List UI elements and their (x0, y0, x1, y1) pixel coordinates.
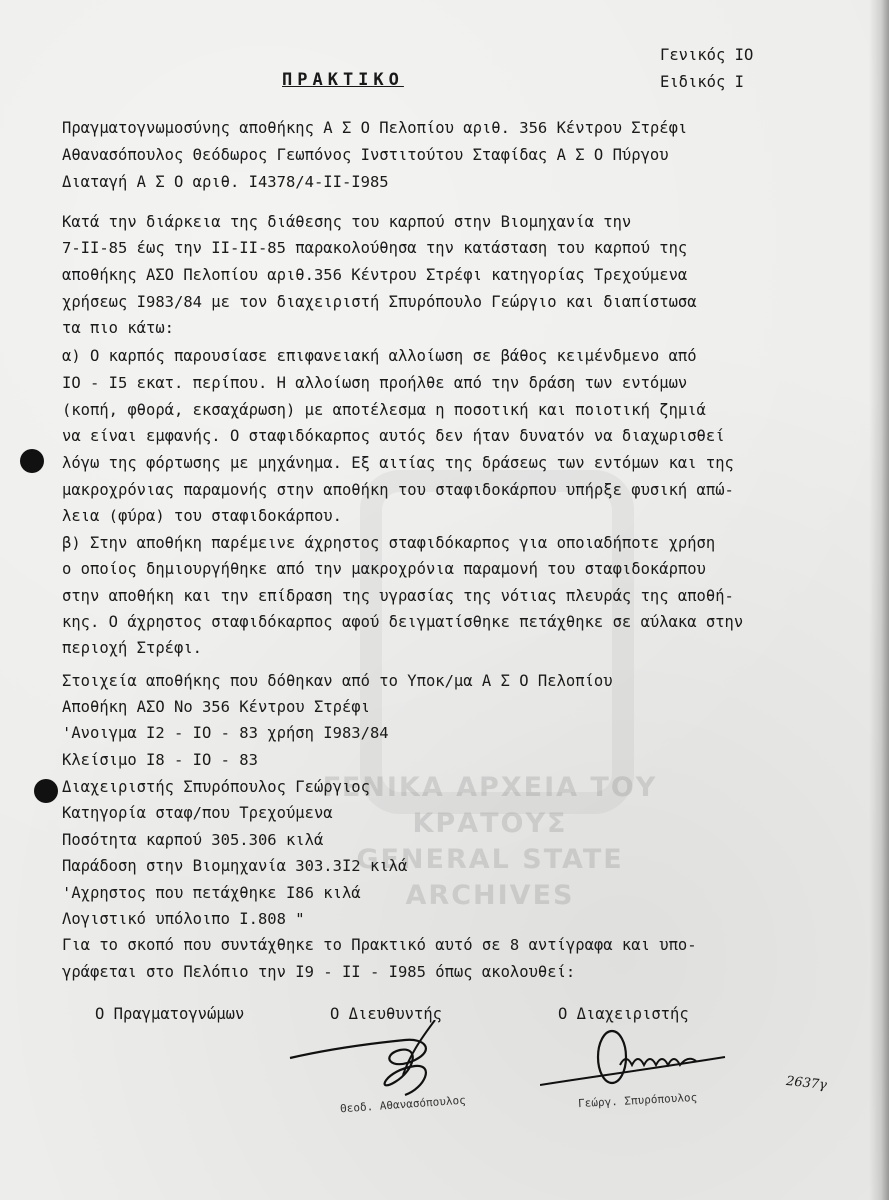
body-line: ο οποίος δημιουργήθηκε από την μακροχρόνια παραμονή του σταφιδοκάρπου (62, 560, 706, 578)
body-line: στην αποθήκη και την επίδραση της υγρασίας της νότιας πλευράς της αποθή- (62, 587, 734, 605)
intro-line: Αθανασόπουλος Θεόδωρος Γεωπόνος Ινστιτούτου Σταφίδας Α Σ Ο Πύργου (62, 146, 669, 164)
body-line: τα πιο κάτω: (62, 319, 174, 337)
document-title: ΠΡΑΚΤΙΚΟ (282, 70, 404, 90)
detail-line: Λογιστικό υπόλοιπο Ι.808 " (62, 910, 305, 928)
detail-line: Παράδοση στην Βιομηχανία 303.3Ι2 κιλά (62, 857, 408, 875)
manager-signature (540, 1025, 730, 1105)
detail-line: 'Αχρηστος που πετάχθηκε Ι86 κιλά (62, 884, 361, 902)
general-file-number: Γενικός ΙΟ (660, 46, 754, 64)
body-line: (κοπή, φθορά, εκσαχάρωση) με αποτέλεσμα η ποσοτική και ποιοτική ζημιά (62, 401, 706, 419)
watermark-emblem (360, 470, 634, 814)
watermark-line-greek: ΓΕΝΙΚΑ ΑΡΧΕΙΑ ΤΟΥ ΚΡΑΤΟΥΣ (322, 772, 658, 839)
body-line: 7-ΙΙ-85 έως την ΙΙ-ΙΙ-85 παρακολούθησα την κατάσταση του καρπού της (62, 239, 688, 257)
signatory-manager: Ο Διαχειριστής (558, 1005, 689, 1023)
intro-line: Διαταγή Α Σ Ο αριθ. Ι4378/4-ΙΙ-Ι985 (62, 173, 389, 191)
page-edge-shadow (869, 0, 889, 1200)
body-line: α) Ο καρπός παρουσίασε επιφανειακή αλλοίωση σε βάθος κειμένδμενο από (62, 347, 697, 365)
punch-hole-top (20, 449, 44, 473)
director-signature (285, 1020, 485, 1100)
body-line: Κατά την διάρκεια της διάθεσης του καρπού στην Βιομηχανία την (62, 213, 632, 231)
body-line: μακροχρόνιας παραμονής στην αποθήκη του σταφιδοκάρπου υπήρξε φυσική απώ- (62, 481, 734, 499)
detail-line: Αποθήκη ΑΣΟ Νο 356 Κέντρου Στρέφι (62, 698, 370, 716)
detail-line: Διαχειριστής Σπυρόπουλος Γεώργιος (62, 778, 370, 796)
watermark-line-english: GENERAL STATE ARCHIVES (356, 844, 624, 911)
manager-name-stamp: Γεώργ. Σπυρόπουλος (577, 1090, 698, 1111)
detail-line: Κατηγορία σταφ/που Τρεχούμενα (62, 804, 333, 822)
body-line: περιοχή Στρέφι. (62, 639, 202, 657)
intro-line: Πραγματογνωμοσύνης αποθήκης Α Σ Ο Πελοπίου αριθ. 356 Κέντρου Στρέφι (62, 119, 688, 137)
punch-hole-bottom (34, 779, 58, 803)
detail-line: Κλείσιμο Ι8 - ΙΟ - 83 (62, 751, 258, 769)
handwritten-archive-number: 2637γ (785, 1073, 828, 1094)
signatory-expert: Ο Πραγματογνώμων (95, 1005, 245, 1023)
detail-line: Ποσότητα καρπού 305.306 κιλά (62, 831, 324, 849)
body-line: αποθήκης ΑΣΟ Πελοπίου αριθ.356 Κέντρου Στρέφι κατηγορίας Τρεχούμενα (62, 266, 688, 284)
detail-line: Στοιχεία αποθήκης που δόθηκαν από το Υποκ/μα Α Σ Ο Πελοπίου (62, 672, 613, 690)
closing-line: Για το σκοπό που συντάχθηκε το Πρακτικό αυτό σε 8 αντίγραφα και υπο- (62, 936, 697, 954)
body-line: λεια (φύρα) του σταφιδοκάρπου. (62, 507, 342, 525)
body-line: χρήσεως Ι983/84 με τον διαχειριστή Σπυρόπουλο Γεώργιο και διαπίστωσα (62, 293, 697, 311)
body-line: ΙΟ - Ι5 εκατ. περίπου. Η αλλοίωση προήλθε από την δράση των εντόμων (62, 374, 688, 392)
special-file-number: Ειδικός Ι (660, 73, 744, 91)
expert-name-stamp: Θεοδ. Αθανασόπουλος (339, 1093, 467, 1116)
detail-line: 'Ανοιγμα Ι2 - ΙΟ - 83 χρήση Ι983/84 (62, 724, 389, 742)
body-line: λόγω της φόρτωσης με μηχάνημα. Εξ αιτίας της δράσεως των εντόμων και της (62, 454, 734, 472)
body-line: κης. Ο άχρηστος σταφιδόκαρπος αφού δειγματίσθηκε πετάχθηκε σε αύλακα στην (62, 613, 744, 631)
signatory-director: Ο Διευθυντής (330, 1005, 442, 1023)
closing-line: γράφεται στο Πελόπιο την Ι9 - ΙΙ - Ι985 όπως ακολουθεί: (62, 963, 576, 981)
body-line: να είναι εμφανής. Ο σταφιδόκαρπος αυτός δεν ήταν δυνατόν να διαχωρισθεί (62, 427, 725, 445)
body-line: β) Στην αποθήκη παρέμεινε άχρηστος σταφιδόκαρπος για οποιαδήποτε χρήση (62, 534, 716, 552)
